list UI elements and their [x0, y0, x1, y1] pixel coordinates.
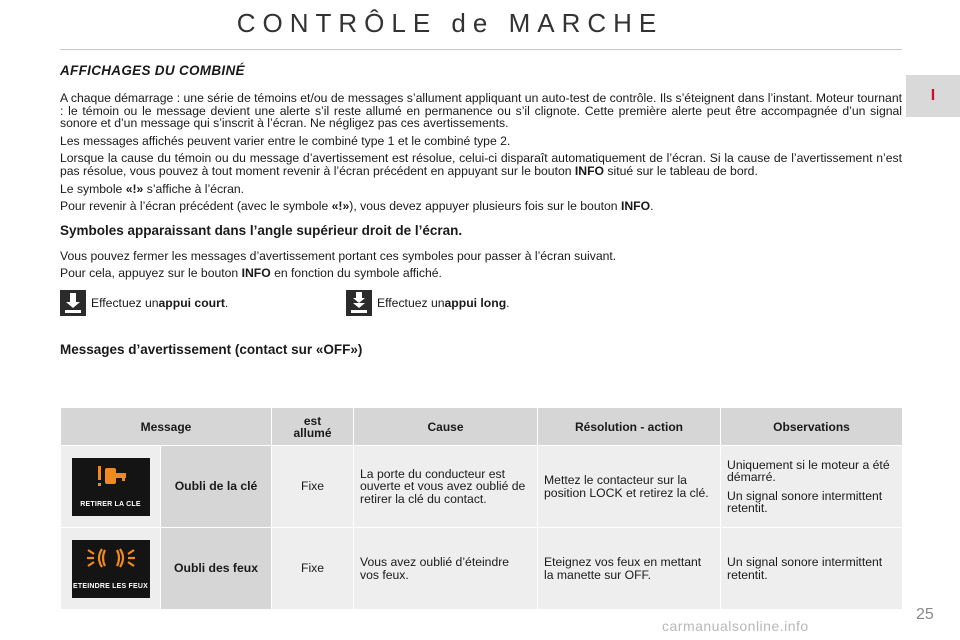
message-cell: Oubli des feux — [161, 528, 272, 610]
column-header-message: Message — [61, 408, 272, 446]
combine-types-paragraph: Les messages affichés peuvent varier entre le combiné type 1 et le combiné type 2. — [60, 133, 511, 148]
column-header-resolution: Résolution - action — [538, 408, 721, 446]
column-header-cause: Cause — [354, 408, 538, 446]
page-title: CONTRÔLE de MARCHE — [236, 8, 664, 38]
symbols-heading: Symboles apparaissant dans l’angle supérieur droit de l’écran. — [60, 222, 463, 238]
column-header-lit: est allumé — [272, 408, 354, 446]
warning-icon-cell — [61, 528, 161, 610]
warnings-table — [60, 407, 903, 610]
observations-cell: Uniquement si le moteur a été démarré. Un signal sonore intermittent retentit. — [721, 446, 903, 528]
lit-cell: Fixe — [272, 446, 354, 528]
watermark: carmanualsonline.info — [662, 618, 809, 634]
page-number: 25 — [916, 606, 934, 623]
symbols-paragraph: Vous pouvez fermer les messages d’avertissement portant ces symboles pour passer à l’écran suivant. — [60, 248, 617, 263]
table-row — [61, 528, 903, 610]
title-divider — [60, 49, 902, 50]
column-header-observations: Observations — [721, 408, 903, 446]
long-press-icon — [346, 290, 372, 316]
long-press-item: Effectuez un appui long . — [346, 290, 510, 316]
key-warning-icon: RETIRER LA CLE — [72, 458, 150, 516]
resolution-cell: Mettez le contacteur sur la position LOCK et retirez la clé. — [538, 446, 721, 528]
observations-cell: Un signal sonore intermittent retentit. — [721, 528, 903, 610]
cause-cell: La porte du conducteur est ouverte et vous avez oublié de retirer la clé du contact. — [354, 446, 538, 528]
lit-cell: Fixe — [272, 528, 354, 610]
warnings-heading: Messages d’avertissement (contact sur «OFF») — [60, 341, 363, 357]
table-row — [61, 446, 903, 528]
chapter-tab[interactable]: I — [906, 75, 960, 117]
table-header-row — [61, 408, 903, 446]
short-press-icon — [60, 290, 86, 316]
return-paragraph: Pour revenir à l’écran précédent (avec le symbole «!»), vous devez appuyer plusieurs fois sur le bouton INFO. — [60, 199, 654, 214]
info-button-paragraph: Pour cela, appuyez sur le bouton INFO en fonction du symbole affiché. — [60, 266, 442, 281]
cause-cell: Vous avez oublié d’éteindre vos feux. — [354, 528, 538, 610]
symbol-paragraph: Le symbole «!» s’affiche à l’écran. — [60, 181, 245, 196]
resolution-paragraph: Lorsque la cause du témoin ou du message d’avertissement est résolue, celui-ci disparaît automatiquement de l’écran. Si la cause de l’avertissement n’est pas résolue, vous pouvez à tout moment revenir à l’écran précédent en appuyant sur le bouton INFO situé sur le tableau de bord. — [60, 151, 902, 178]
short-press-item: Effectuez un appui court . — [60, 290, 228, 316]
section-heading: AFFICHAGES DU COMBINÉ — [60, 63, 245, 78]
headlamp-warning-icon: ETEINDRE LES FEUX — [72, 540, 150, 598]
warning-icon-cell — [61, 446, 161, 528]
resolution-cell: Eteignez vos feux en mettant la manette sur OFF. — [538, 528, 721, 610]
main-content — [60, 63, 902, 357]
intro-paragraph: A chaque démarrage : une série de témoins et/ou de messages s’allument appliquant un auto-test de contrôle. Ils s’éteignent dans l’instant. Moteur tournant : le témoin ou le message devient une alerte s’il reste allumé en permanence ou s’il clignote. Cette première alerte peut être accompagnée d’un signal sonore et d’un message qui s’inscrit à l’écran. Ne négligez pas ces avertissements. — [60, 91, 902, 131]
press-symbols-row — [60, 290, 902, 320]
message-cell: Oubli de la clé — [161, 446, 272, 528]
